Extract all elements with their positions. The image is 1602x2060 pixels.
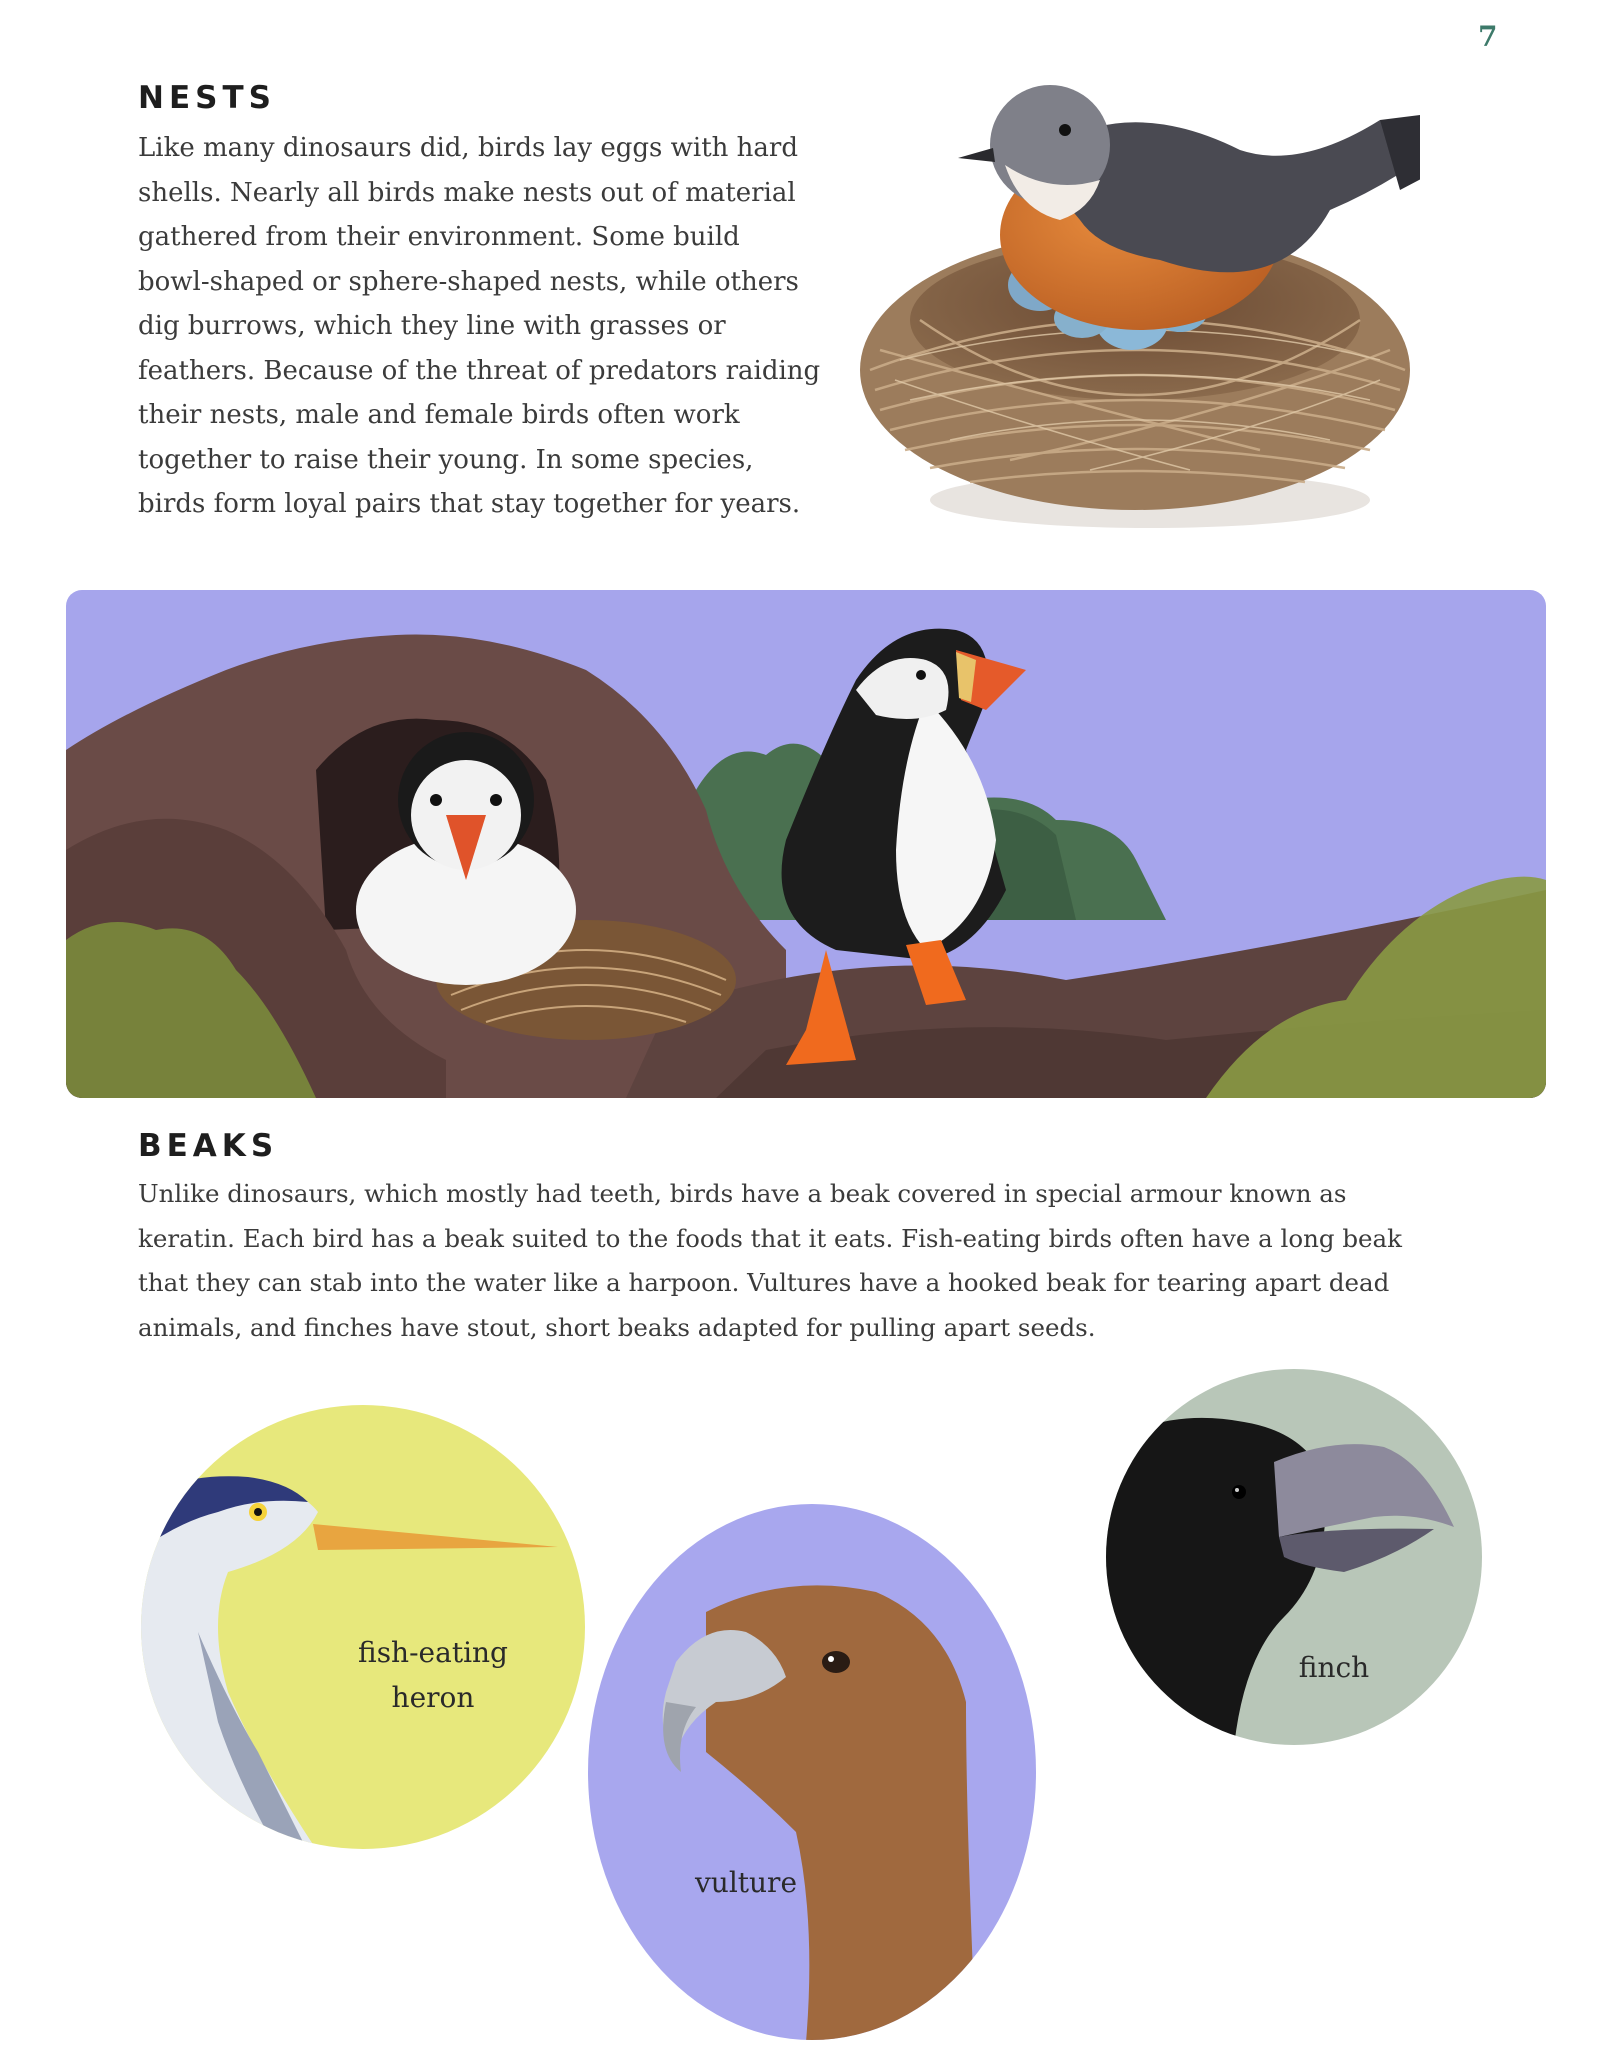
heron-label-line1: fish-eating <box>358 1636 508 1669</box>
beaks-paragraph <box>138 1172 1478 1350</box>
nests-line: bowl-shaped or sphere-shaped nests, while others <box>138 266 799 297</box>
page-number: 7 <box>1478 20 1498 53</box>
beaks-line: keratin. Each bird has a beak suited to the foods that it eats. Fish-eating birds often have a long beak <box>138 1223 1402 1253</box>
beaks-line: animals, and finches have stout, short beaks adapted for pulling apart seeds. <box>138 1312 1096 1342</box>
nests-line: together to raise their young. In some species, <box>138 444 754 475</box>
nests-heading: NESTS <box>138 80 276 116</box>
nests-line: gathered from their environment. Some build <box>138 222 740 252</box>
vulture-label: vulture <box>694 1866 798 1899</box>
puffin-burrow-scene <box>66 590 1546 1098</box>
beaks-line: Unlike dinosaurs, which mostly had teeth, birds have a beak covered in special armour known as <box>138 1179 1347 1208</box>
nests-line: dig burrows, which they line with grasses or <box>138 311 726 341</box>
beaks-heading: BEAKS <box>138 1128 279 1164</box>
heron-beak-circle <box>138 1402 588 1852</box>
vulture-beak-circle <box>586 1502 1038 2042</box>
nests-line: Like many dinosaurs did, birds lay eggs with hard <box>138 133 798 163</box>
nests-line: their nests, male and female birds often work <box>138 400 740 430</box>
nests-paragraph <box>138 126 828 527</box>
nests-line: feathers. Because of the threat of predators raiding <box>138 355 821 386</box>
finch-beak-circle <box>1104 1367 1484 1747</box>
heron-label-line2: heron <box>391 1681 475 1714</box>
beaks-line: that they can stab into the water like a harpoon. Vultures have a hooked beak for tearing apart dead <box>138 1268 1390 1297</box>
bird-on-nest-illustration <box>860 70 1420 550</box>
nests-line: birds form loyal pairs that stay together for years. <box>138 489 801 519</box>
finch-label: finch <box>1298 1651 1370 1684</box>
nests-line: shells. Nearly all birds make nests out of material <box>138 177 796 208</box>
